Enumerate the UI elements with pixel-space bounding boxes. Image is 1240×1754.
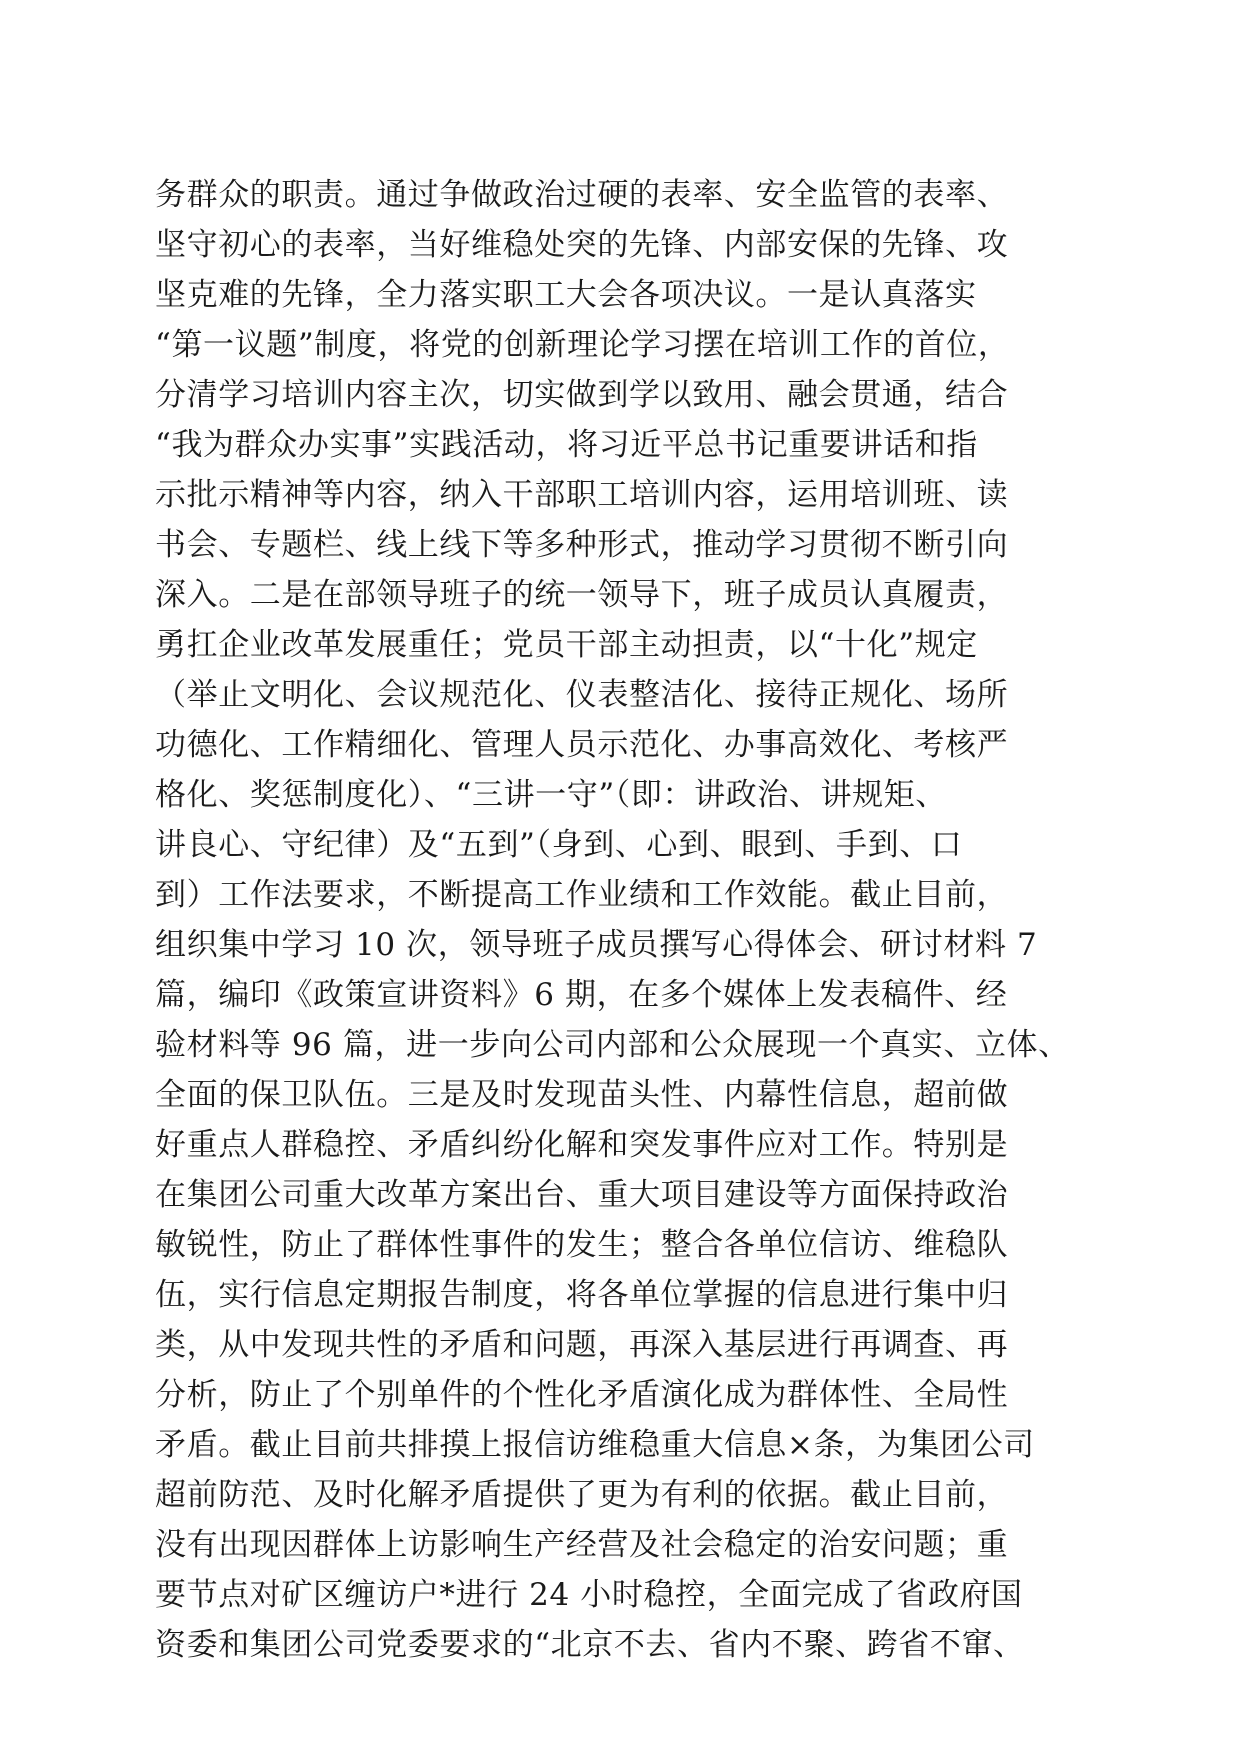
text-line: 伍，实行信息定期报告制度，将各单位掌握的信息进行集中归	[155, 1277, 1009, 1313]
text-line: 在集团公司重大改革方案出台、重大项目建设等方面保持政治	[155, 1177, 1009, 1213]
text-line: 超前防范、及时化解矛盾提供了更为有利的依据。截止目前，	[155, 1477, 1009, 1513]
text-line: 要节点对矿区缠访户*进行 24 小时稳控，全面完成了省政府国	[155, 1577, 1023, 1613]
text-line: 讲良心、守纪律）及“五到”（身到、心到、眼到、手到、口	[155, 827, 963, 863]
text-line: 全面的保卫队伍。三是及时发现苗头性、内幕性信息，超前做	[155, 1077, 1009, 1113]
text-line: 验材料等 96 篇，进一步向公司内部和公众展现一个真实、立体、	[155, 1027, 1070, 1063]
text-line: 敏锐性，防止了群体性事件的发生；整合各单位信访、维稳队	[155, 1227, 1009, 1263]
text-line: “第一议题”制度，将党的创新理论学习摆在培训工作的首位，	[155, 327, 1010, 363]
text-line: 资委和集团公司党委要求的“北京不去、省内不聚、跨省不窜、	[155, 1627, 1025, 1663]
text-line: 坚克难的先锋，全力落实职工大会各项决议。一是认真落实	[155, 277, 977, 313]
text-line: 好重点人群稳控、矛盾纠纷化解和突发事件应对工作。特别是	[155, 1127, 1009, 1163]
text-line: “我为群众办实事”实践活动，将习近平总书记重要讲话和指	[155, 427, 978, 463]
text-line: （举止文明化、会议规范化、仪表整洁化、接待正规化、场所	[155, 677, 1009, 713]
text-line: 类，从中发现共性的矛盾和问题，再深入基层进行再调查、再	[155, 1327, 1009, 1363]
text-line: 分清学习培训内容主次，切实做到学以致用、融会贯通，结合	[155, 377, 1009, 413]
text-line: 深入。二是在部领导班子的统一领导下，班子成员认真履责，	[155, 577, 1009, 613]
text-line: 坚守初心的表率，当好维稳处突的先锋、内部安保的先锋、攻	[155, 227, 1009, 263]
text-line: 书会、专题栏、线上线下等多种形式，推动学习贯彻不断引向	[155, 527, 1009, 563]
text-line: 示批示精神等内容，纳入干部职工培训内容，运用培训班、读	[155, 477, 1009, 513]
text-line: 务群众的职责。通过争做政治过硬的表率、安全监管的表率、	[155, 177, 1009, 213]
text-line: 分析，防止了个别单件的个性化矛盾演化成为群体性、全局性	[155, 1377, 1009, 1413]
text-line: 功德化、工作精细化、管理人员示范化、办事高效化、考核严	[155, 727, 1009, 763]
text-line: 勇扛企业改革发展重任；党员干部主动担责，以“十化”规定	[155, 627, 978, 663]
text-line: 到）工作法要求，不断提高工作业绩和工作效能。截止目前，	[155, 877, 1009, 913]
text-line: 矛盾。截止目前共排摸上报信访维稳重大信息×条，为集团公司	[155, 1427, 1035, 1463]
text-line: 组织集中学习 10 次，领导班子成员撰写心得体会、研讨材料 7	[155, 927, 1038, 963]
text-line: 格化、奖惩制度化）、“三讲一守”（即：讲政治、讲规矩、	[155, 777, 947, 813]
text-line: 没有出现因群体上访影响生产经营及社会稳定的治安问题；重	[155, 1527, 1009, 1563]
body-text	[155, 170, 1085, 1670]
text-line: 篇，编印《政策宣讲资料》6 期，在多个媒体上发表稿件、经	[155, 977, 1008, 1013]
